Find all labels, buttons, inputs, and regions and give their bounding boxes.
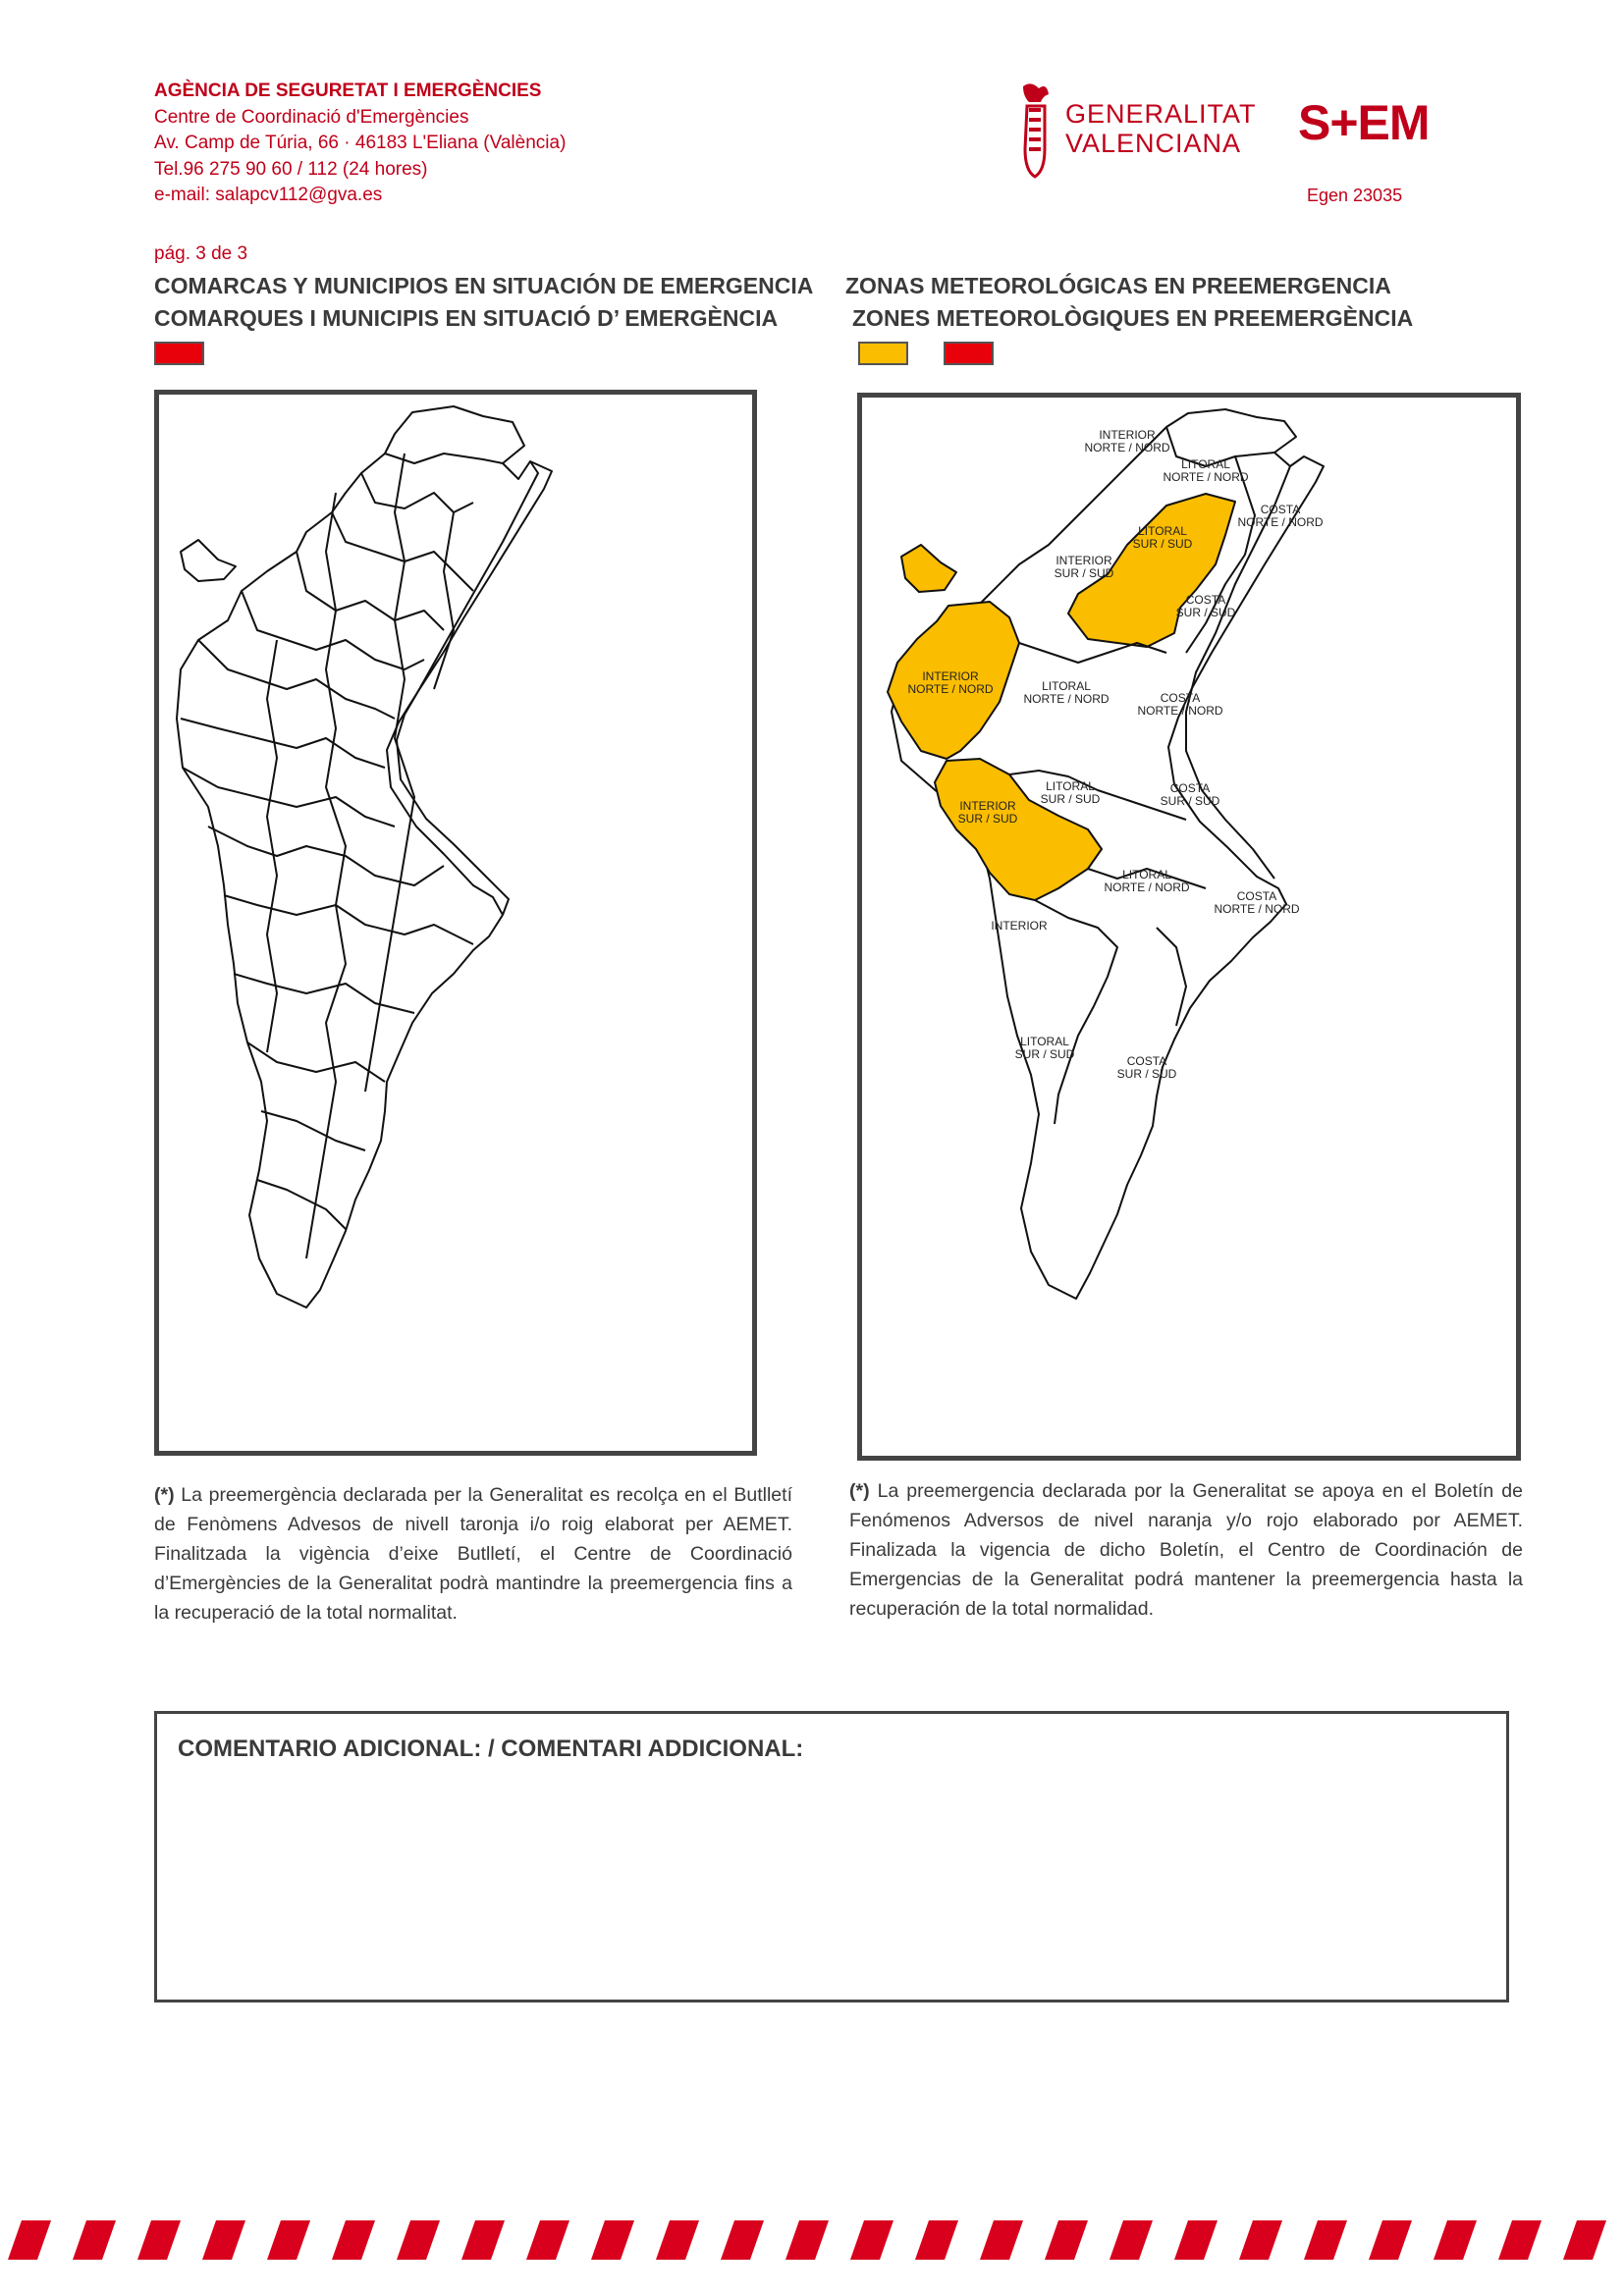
logo-text-line2: VALENCIANA [1065, 129, 1242, 158]
svg-text:INTERIOR: INTERIOR [991, 919, 1048, 933]
footer-stripe [0, 2220, 1624, 2260]
zone-label: INTERIOR [1099, 428, 1156, 442]
svg-text:COSTANORTE / NORD: COSTA NORTE / NORD [1137, 691, 1223, 718]
footer-stripe-segment [1110, 2220, 1153, 2260]
svg-text:LITORALNORTE / NORD: LITORAL NORTE / NORD [1163, 457, 1249, 484]
footer-stripe-segment [915, 2220, 958, 2260]
zonas-map [857, 393, 1521, 1461]
svg-text:COSTASUR / SUD: COSTA SUR / SUD [1160, 781, 1220, 808]
agency-centre: Centre de Coordinació d'Emergències [154, 106, 469, 128]
right-note-text: La preemergencia declarada por la Generalitat se apoya en el Boletín de Fenómenos Adversos de nivel naranja y/o rojo elaborado por AEMET. Finalizada la vigencia de dicho Boletín, el Centro de Coordinación de Emergencias de la Generalitat podrá mantener la preemergencia hasta la recuperación de la total normalidad. [849, 1480, 1523, 1620]
page-number: pág. 3 de 3 [154, 243, 248, 264]
svg-text:COSTASUR / SUD: COSTA SUR / SUD [1116, 1054, 1177, 1081]
legend-swatch-orange [858, 342, 908, 365]
right-note [849, 1476, 1523, 1624]
sem-logo: S+EM [1298, 95, 1430, 150]
footer-stripe-segment [656, 2220, 699, 2260]
footer-stripe-segment [202, 2220, 245, 2260]
footer-stripe-segment [1369, 2220, 1412, 2260]
svg-text:INTERIORSUR / SUD: INTERIOR SUR / SUD [1054, 554, 1114, 580]
left-note-text: La preemergència declarada per la Generalitat es recolça en el Butlletí de Fenòmens Advesos de nivell taronja i/o roig elaborat per AEMET. Finalitzada la vigència d’eixe Butlletí, el Centre de Coordinació d’Emergències de la Generalitat podrà mantindre la preemergencia fins a la recuperació de la total normalitat. [154, 1484, 792, 1624]
footer-stripe-segment [1239, 2220, 1282, 2260]
generalitat-crest-icon [1017, 80, 1053, 179]
enclave [181, 540, 236, 581]
region-outline [177, 406, 552, 1308]
generalitat-logo-text [1065, 99, 1257, 158]
legend-swatch-red [154, 342, 204, 365]
left-note-mark: (*) [154, 1484, 175, 1506]
footer-stripe-segment [980, 2220, 1023, 2260]
footer-stripe-segment [461, 2220, 505, 2260]
agency-address: Av. Camp de Túria, 66 · 46183 L'Eliana (València) [154, 133, 567, 153]
left-title-va: COMARQUES I MUNICIPIS EN SITUACIÓ D’ EMERGÈNCIA [154, 305, 779, 331]
svg-text:LITORALSUR / SUD: LITORAL SUR / SUD [1040, 779, 1101, 806]
svg-text:COSTANORTE / NORD: COSTA NORTE / NORD [1237, 503, 1324, 529]
logo-text-line1: GENERALITAT [1065, 99, 1257, 129]
footer-stripe-segment [397, 2220, 440, 2260]
footer-stripe-segment [1174, 2220, 1218, 2260]
left-note [154, 1480, 792, 1628]
svg-text:COSTANORTE / NORD: COSTA NORTE / NORD [1214, 889, 1300, 916]
comarcas-map-svg [159, 395, 752, 1451]
left-title-es: COMARCAS Y MUNICIPIOS EN SITUACIÓN DE EMERGENCIA [154, 273, 814, 298]
svg-text:LITORALSUR / SUD: LITORAL SUR / SUD [1132, 524, 1193, 551]
footer-stripe-segment [526, 2220, 569, 2260]
agency-header [154, 79, 566, 209]
footer-stripe-segment [137, 2220, 181, 2260]
zonas-map-svg [862, 398, 1516, 1456]
agency-name: AGÈNCIA DE SEGURETAT I EMERGÈNCIES [154, 80, 542, 101]
comment-box [154, 1711, 1509, 2002]
footer-stripe-segment [267, 2220, 310, 2260]
right-title-va: ZONES METEOROLÒGIQUES EN PREEMERGÈNCIA [852, 305, 1414, 331]
footer-stripe-segment [8, 2220, 51, 2260]
svg-text:INTERIORNORTE / NORD: INTERIOR NORTE / NORD [907, 669, 994, 696]
footer-stripe-segment [591, 2220, 634, 2260]
svg-text:LITORALNORTE / NORD: LITORAL NORTE / NORD [1023, 679, 1110, 706]
footer-stripe-segment [1563, 2220, 1606, 2260]
egen-code: Egen 23035 [1307, 186, 1403, 205]
comarcas-map [154, 390, 757, 1456]
footer-stripe-segment [332, 2220, 375, 2260]
footer-stripe-segment [73, 2220, 116, 2260]
footer-stripe-svg [0, 2220, 1624, 2260]
agency-phone: Tel.96 275 90 60 / 112 (24 hores) [154, 158, 428, 180]
footer-stripe-segment [1434, 2220, 1477, 2260]
agency-email: e-mail: salapcv112@gva.es [154, 185, 383, 205]
footer-stripe-segment [785, 2220, 829, 2260]
footer-stripe-segment [850, 2220, 893, 2260]
svg-text:INTERIORSUR / SUD: INTERIOR SUR / SUD [957, 799, 1018, 826]
svg-text:COSTASUR / SUD: COSTA SUR / SUD [1175, 593, 1236, 619]
legend-swatch-red-2 [944, 342, 994, 365]
footer-stripe-segment [721, 2220, 764, 2260]
zonas-outline [892, 409, 1324, 1299]
comment-label: COMENTARIO ADICIONAL: / COMENTARI ADDICIONAL: [178, 1735, 804, 1762]
footer-stripe-segment [1498, 2220, 1542, 2260]
svg-text:LITORALSUR / SUD: LITORAL SUR / SUD [1014, 1035, 1075, 1061]
footer-stripe-segment [1045, 2220, 1088, 2260]
footer-stripe-segment [1304, 2220, 1347, 2260]
zone-highlight-2 [901, 545, 956, 592]
svg-text:INTERIORNORTE / NORD: INTERIOR NORTE / NORD [1084, 428, 1170, 454]
right-title-es: ZONAS METEOROLÓGICAS EN PREEMERGENCIA [845, 273, 1391, 298]
right-note-mark: (*) [849, 1480, 870, 1502]
svg-text:LITORALNORTE / NORD: LITORAL NORTE / NORD [1104, 868, 1190, 894]
